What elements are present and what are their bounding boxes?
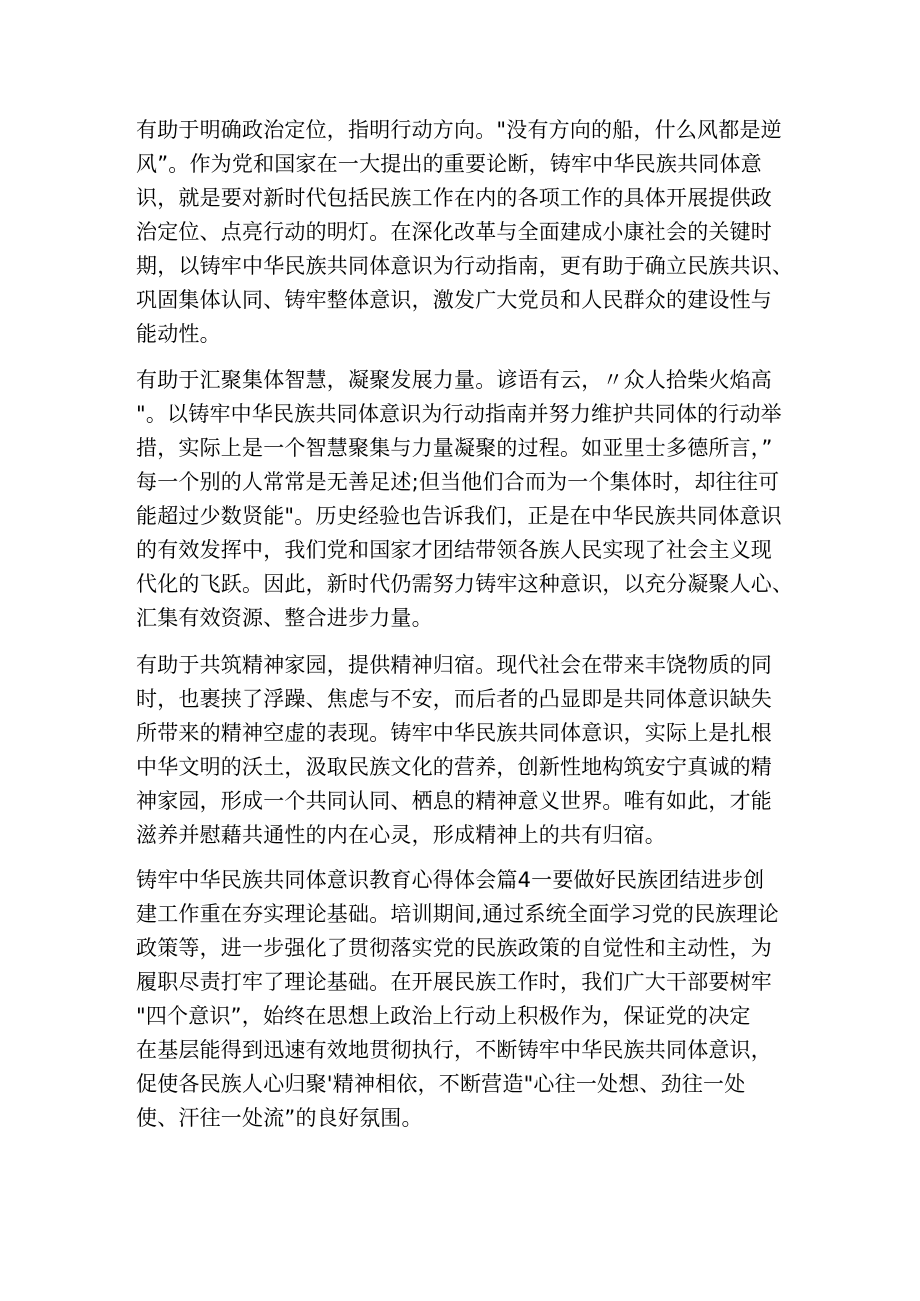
text-line: 能超过少数贤能"。历史经验也告诉我们，正是在中华民族共同体意识 — [136, 504, 782, 528]
text-line: 在基层能得到迅速有效地贯彻执行，不断铸牢中华民族共同体意识， — [136, 1038, 772, 1062]
text-line: 滋养并慰藉共通性的内在心灵，形成精神上的共有归宿。 — [136, 823, 666, 847]
text-line: 建工作重在夯实理论基础。培训期间,通过系统全面学习党的民族理论 — [136, 902, 779, 926]
paragraph-collective-wisdom — [136, 363, 793, 635]
text-line: 神家园，形成一个共同认同、栖息的精神意义世界。唯有如此，才能 — [136, 789, 772, 813]
text-line: 铸牢中华民族共同体意识教育心得体会篇4一要做好民族团结进步创 — [136, 868, 765, 892]
text-line: 巩固集体认同、铸牢整体意识，激发广大党员和人民群众的建设性与 — [136, 288, 772, 312]
text-line: 有助于共筑精神家园，提供精神归宿。现代社会在带来丰饶物质的同 — [136, 653, 772, 677]
text-line: 措，实际上是一个智慧聚集与力量凝聚的过程。如亚里士多德所言，” — [136, 436, 773, 460]
text-line: 的有效发挥中，我们党和国家才团结带领各族人民实现了社会主义现 — [136, 538, 772, 562]
text-line: 期，以铸牢中华民族共同体意识为行动指南，更有助于确立民族共识、 — [136, 254, 794, 278]
text-line: 风”。作为党和国家在一大提出的重要论断，铸牢中华民族共同体意 — [136, 152, 762, 176]
text-line: 治定位、点亮行动的明灯。在深化改革与全面建成小康社会的关键时 — [136, 220, 772, 244]
text-line: 时，也裹挟了浮躁、焦虑与不安，而后者的凸显即是共同体意识缺失 — [136, 687, 772, 711]
text-line: 促使各民族人心归聚'精神相依，不断营造"心往一处想、劲往一处 — [136, 1072, 746, 1096]
text-line: 汇集有效资源、整合进步力量。 — [136, 606, 433, 630]
text-line: 中华文明的沃土，汲取民族文化的营养，创新性地构筑安宁真诚的精 — [136, 755, 772, 779]
text-line: 代化的飞跃。因此，新时代仍需努力铸牢这种意识，以充分凝聚人心、 — [136, 572, 794, 596]
paragraph-essay-4-theory — [136, 863, 779, 1135]
text-line: "四个意识”，始终在思想上政治上行动上积极作为，保证党的决定 — [136, 1004, 751, 1028]
paragraph-political-positioning — [136, 113, 793, 351]
text-line: 能动性。 — [136, 322, 221, 346]
text-line: 政策等，进一步强化了贯彻落实党的民族政策的自觉性和主动性，为 — [136, 936, 772, 960]
text-line: "。以铸牢中华民族共同体意识为行动指南并努力维护共同体的行动举 — [136, 402, 782, 426]
text-line: 有助于明确政治定位，指明行动方向。"没有方向的船，什么风都是逆 — [136, 118, 782, 142]
text-line: 识，就是要对新时代包括民族工作在内的各项工作的具体开展提供政 — [136, 186, 772, 210]
text-line: 每一个别的人常常是无善足述;但当他们合而为一个集体时，却往往可 — [136, 470, 780, 494]
paragraph-spiritual-home — [136, 648, 772, 852]
text-line: 有助于汇聚集体智慧，凝聚发展力量。谚语有云，〃众人拾柴火焰高 — [136, 368, 772, 392]
text-line: 履职尽责打牢了理论基础。在开展民族工作时，我们广大干部要树牢 — [136, 970, 772, 994]
text-line: 使、汗往一处流”的良好氛围。 — [136, 1106, 423, 1130]
text-line: 所带来的精神空虚的表现。铸牢中华民族共同体意识，实际上是扎根 — [136, 721, 772, 745]
